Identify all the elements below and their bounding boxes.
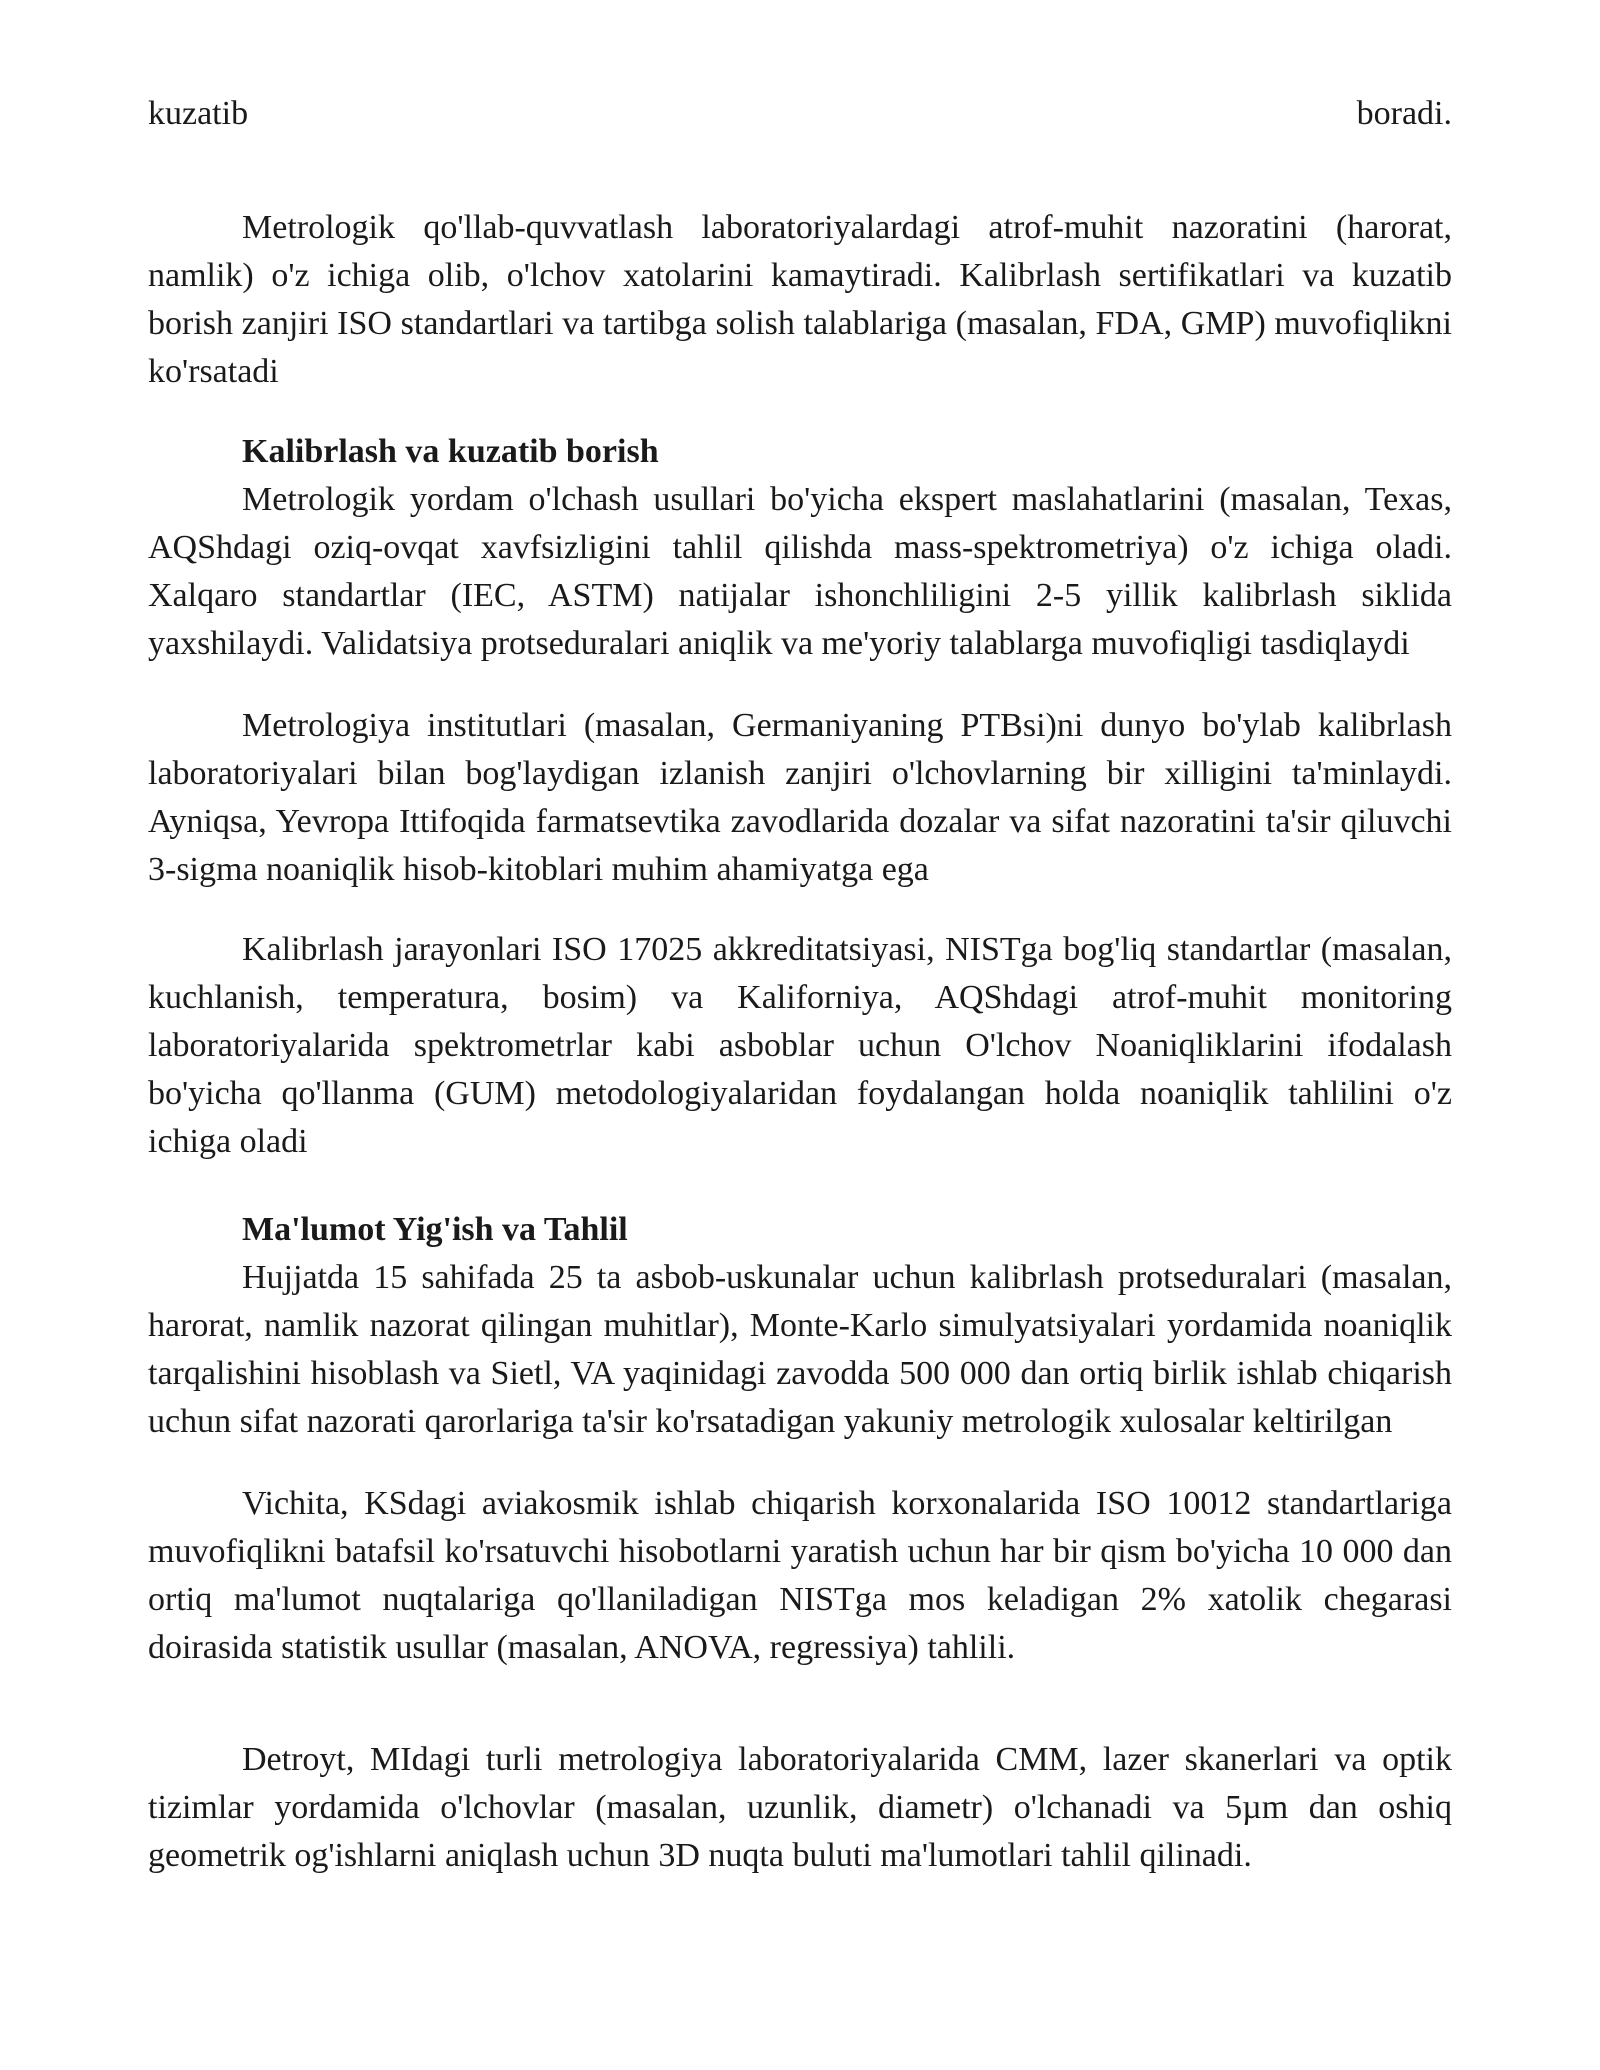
continued-line [148, 90, 1452, 138]
continued-line-right: boradi. [1356, 95, 1452, 132]
heading-data-collection-analysis: Ma'lumot Yig'ish va Tahlil [242, 1211, 628, 1248]
document-page [148, 90, 1452, 1880]
paragraph-metrology-support: Metrologik yordam o'lchash usullari bo'yicha ekspert maslahatlarini (masalan, Texas, AQShdagi oziq-ovqat xavfsizligini tahlil qilishda mass-spektrometriya) o'z ichiga oladi. Xalqaro standartlar (IEC, ASTM) natijalar ishonchliligini 2-5 yillik kalibrlash siklida yaxshilaydi. Validatsiya protseduralari aniqlik va me'yoriy talablarga muvofiqligi tasdiqlaydi [148, 481, 1452, 662]
paragraph-statistical-analysis: Vichita, KSdagi aviakosmik ishlab chiqarish korxonalarida ISO 10012 standartlariga muvofiqlikni batafsil ko'rsatuvchi hisobotlarni yaratish uchun har bir qism bo'yicha 10 000 dan ortiq ma'lumot nuqtalariga qo'llaniladigan NISTga mos keladigan 2% xatolik chegarasi doirasida statistik usullar (masalan, ANOVA, regressiya) tahlili. [148, 1485, 1452, 1666]
paragraph-metrology-institutes: Metrologiya institutlari (masalan, Germaniyaning PTBsi)ni dunyo bo'ylab kalibrlash laboratoriyalari bilan bog'laydigan izlanish zanjiri o'lchovlarning bir xilligini ta'minlaydi. Ayniqsa, Yevropa Ittifoqida farmatsevtika zavodlarida dozalar va sifat nazoratini ta'sir qiluvchi 3-sigma noaniqlik hisob-kitoblari muhim ahamiyatga ega [148, 707, 1452, 888]
paragraph-3d-measurement: Detroyt, MIdagi turli metrologiya laboratoriyalarida CMM, lazer skanerlari va optik tizimlar yordamida o'lchovlar (masalan, uzunlik, diametr) o'lchanadi va 5µm dan oshiq geometrik og'ishlarni aniqlash uchun 3D nuqta buluti ma'lumotlari tahlil qilinadi. [148, 1741, 1452, 1874]
heading-calibration-traceability: Kalibrlash va kuzatib borish [242, 433, 659, 470]
continued-line-left: kuzatib [148, 95, 249, 132]
paragraph-document-procedures: Hujjatda 15 sahifada 25 ta asbob-uskunalar uchun kalibrlash protseduralari (masalan, harorat, namlik nazorat qilingan muhitlar), Monte-Karlo simulyatsiyalari yordamida noaniqlik tarqalishini hisoblash va Sietl, VA yaqinidagi zavodda 500 000 dan ortiq birlik ishlab chiqarish uchun sifat nazorati qarorlariga ta'sir ko'rsatadigan yakuniy metrologik xulosalar keltirilgan [148, 1259, 1452, 1440]
paragraph-calibration-processes: Kalibrlash jarayonlari ISO 17025 akkreditatsiyasi, NISTga bog'liq standartlar (masalan, kuchlanish, temperatura, bosim) va Kaliforniya, AQShdagi atrof-muhit monitoring laboratoriyalarida spektrometrlar kabi asboblar uchun O'lchov Noaniqliklarini ifodalash bo'yicha qo'llanma (GUM) metodologiyalaridan foydalangan holda noaniqlik tahlilini o'z ichiga oladi [148, 931, 1452, 1160]
paragraph-environment-control: Metrologik qo'llab-quvvatlash laboratoriyalardagi atrof-muhit nazoratini (harorat, namlik) o'z ichiga olib, o'lchov xatolarini kamaytiradi. Kalibrlash sertifikatlari va kuzatib borish zanjiri ISO standartlari va tartibga solish talablariga (masalan, FDA, GMP) muvofiqlikni ko'rsatadi [148, 209, 1452, 390]
